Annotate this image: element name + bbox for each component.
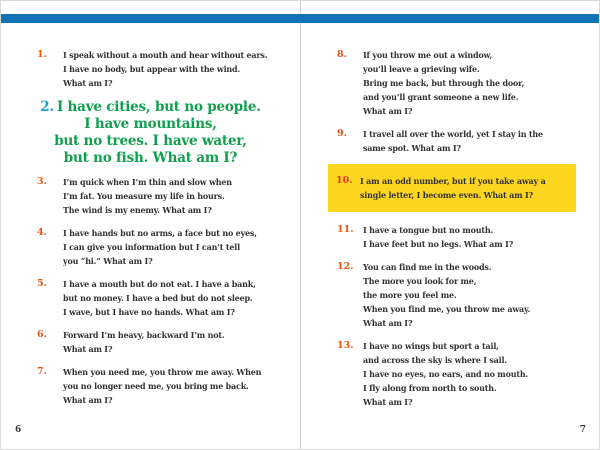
riddle-number: 11.	[337, 224, 354, 235]
riddle-line: same spot. What am I?	[363, 143, 461, 153]
riddle-number: 1.	[37, 49, 47, 60]
riddle-line: and across the sky is where I sail.	[363, 355, 507, 365]
riddle-line: What am I?	[363, 318, 413, 328]
riddle-line: you’ll leave a grieving wife.	[363, 64, 480, 74]
riddle-text	[363, 339, 528, 409]
riddle-line: you no longer need me, you bring me back.	[63, 381, 249, 391]
page-number-left: 6	[15, 425, 22, 435]
riddle-item	[337, 48, 594, 118]
riddle-line: Bring me back, but through the door,	[363, 78, 525, 88]
riddle-line: I wave, but I have no hands. What am I?	[63, 307, 235, 317]
riddle-line: 2. I have cities, but no people.	[40, 99, 261, 115]
riddle-text	[63, 226, 257, 268]
riddle-number: 7.	[37, 366, 47, 377]
riddle-number: 6.	[37, 329, 47, 340]
riddle-line: What am I?	[63, 395, 113, 405]
riddle-item	[337, 339, 594, 409]
riddle-number: 2.	[40, 99, 54, 115]
riddle-line: You can find me in the woods.	[363, 262, 492, 272]
riddle-featured	[9, 99, 292, 167]
riddle-item	[37, 175, 294, 217]
riddle-text	[363, 260, 530, 330]
riddle-line: When you need me, you throw me away. When	[63, 367, 262, 377]
riddle-number: 9.	[337, 128, 347, 139]
riddle-line: the more you feel me.	[363, 290, 457, 300]
riddle-line: I am an odd number, but if you take away a	[360, 176, 546, 186]
riddle-line: What am I?	[63, 344, 113, 354]
riddle-line: I have no wings but sport a tail,	[363, 341, 499, 351]
riddle-line: What am I?	[63, 78, 113, 88]
riddle-line: but no trees. I have water,	[54, 133, 247, 149]
riddle-text	[363, 223, 513, 251]
riddle-line: When you find me, you throw me away.	[363, 304, 531, 314]
right-riddle-list	[301, 23, 600, 409]
riddle-text	[363, 127, 543, 155]
riddle-line: I fly along from north to south.	[363, 383, 497, 393]
riddle-text	[63, 48, 267, 90]
riddle-line: but no money. I have a bed but do not sleep.	[63, 293, 253, 303]
riddle-item	[337, 223, 594, 251]
riddle-line: I can give you information but I can’t tell	[63, 242, 240, 252]
top-accent-bar	[1, 14, 599, 23]
riddle-highlighted	[328, 164, 576, 212]
left-page	[1, 23, 300, 449]
riddle-text	[63, 365, 261, 407]
riddle-line: I have a tongue but no mouth.	[363, 225, 494, 235]
riddle-number: 12.	[337, 261, 354, 272]
riddle-line: I have no eyes, no ears, and no mouth.	[363, 369, 529, 379]
riddle-number: 3.	[37, 176, 47, 187]
riddle-line: I have hands but no arms, a face but no eyes,	[63, 228, 257, 238]
riddle-number: 5.	[37, 278, 47, 289]
riddle-line: I’m fat. You measure my life in hours.	[63, 191, 225, 201]
riddle-item	[37, 328, 294, 356]
riddle-line: I have feet but no legs. What am I?	[363, 239, 514, 249]
riddle-line: I have mountains,	[84, 116, 217, 132]
riddle-line: The wind is my enemy. What am I?	[63, 205, 212, 215]
riddle-line: What am I?	[363, 397, 413, 407]
riddle-text	[363, 48, 524, 118]
riddle-text	[63, 328, 225, 356]
riddle-line: but no fish. What am I?	[63, 150, 238, 166]
riddle-number: 8.	[337, 49, 347, 60]
riddle-item	[37, 226, 294, 268]
riddle-item	[37, 277, 294, 319]
riddle-line: I travel all over the world, yet I stay in the	[363, 129, 543, 139]
riddle-line: The more you look for me,	[363, 276, 477, 286]
riddle-line: and you’ll grant someone a new life.	[363, 92, 519, 102]
riddle-line: I have a mouth but do not eat. I have a bank,	[63, 279, 256, 289]
riddle-line: I’m quick when I’m thin and slow when	[63, 177, 232, 187]
riddle-number: 4.	[37, 227, 47, 238]
right-page	[301, 23, 600, 449]
riddle-line: If you throw me out a window,	[363, 50, 493, 60]
page-number-right: 7	[579, 425, 586, 435]
riddle-item	[337, 127, 594, 155]
riddle-number: 10.	[336, 175, 353, 186]
left-riddle-list	[1, 23, 300, 407]
riddle-line: What am I?	[363, 106, 413, 116]
riddle-line: single letter, I become even. What am I?	[360, 190, 533, 200]
riddle-line: you “hi.” What am I?	[63, 256, 153, 266]
riddle-item	[337, 260, 594, 330]
riddle-item	[37, 48, 294, 90]
riddle-line: I speak without a mouth and hear without ears.	[63, 50, 268, 60]
riddle-text	[63, 277, 256, 319]
riddle-line: Forward I’m heavy, backward I’m not.	[63, 330, 225, 340]
page-gutter-divider	[300, 1, 301, 449]
riddle-text	[360, 174, 546, 202]
riddle-number: 13.	[337, 340, 354, 351]
riddle-text	[63, 175, 232, 217]
riddle-item	[37, 365, 294, 407]
riddle-line: I have no body, but appear with the wind.	[63, 64, 241, 74]
